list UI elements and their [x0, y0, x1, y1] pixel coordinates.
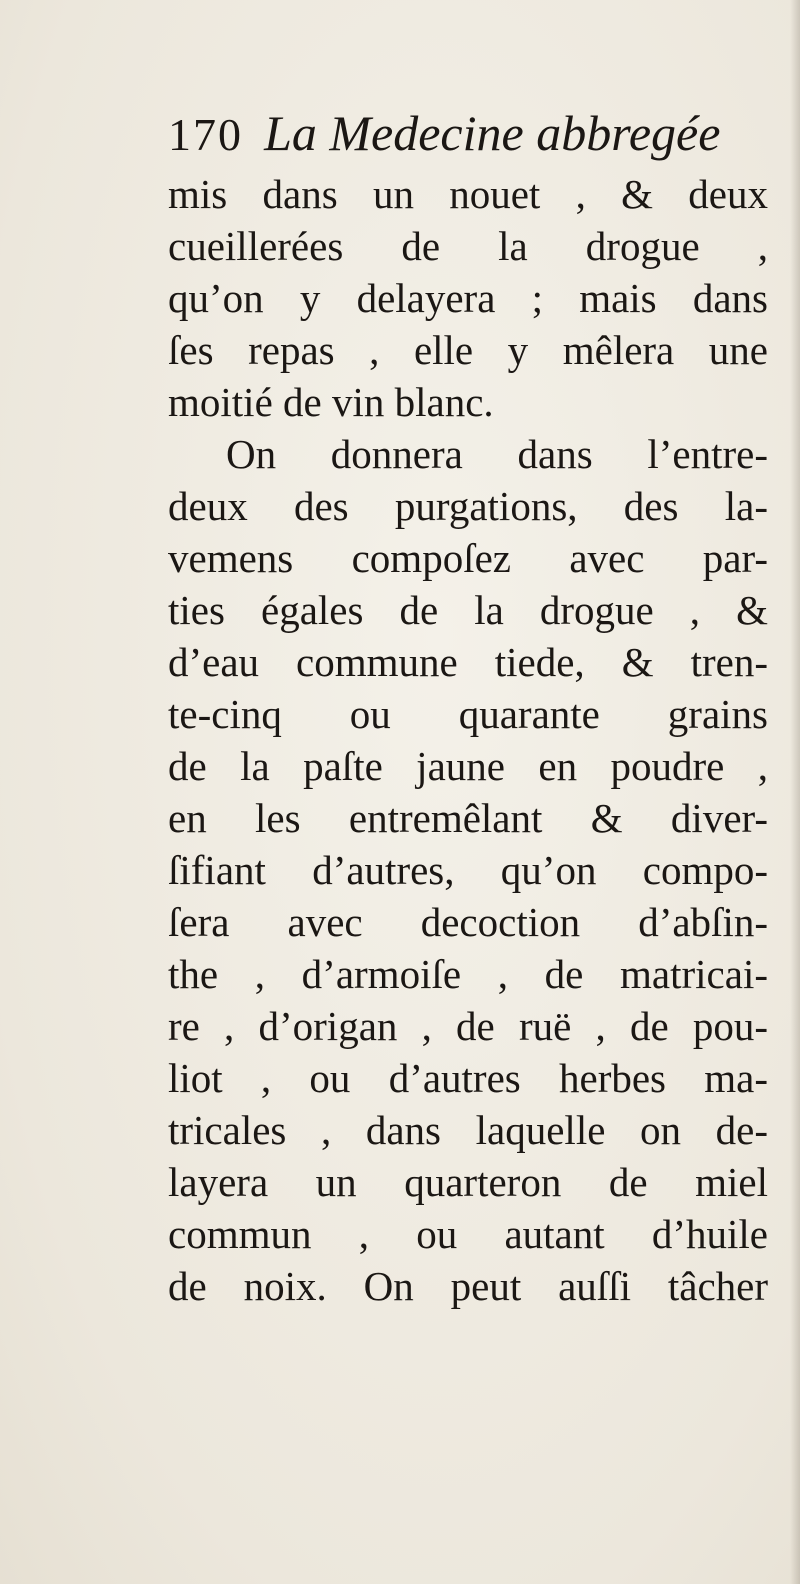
- text-line: ſera avec decoction d’abſin-: [168, 899, 768, 945]
- text-line: de noix. On peut auſſi tâcher: [168, 1263, 768, 1309]
- page-number: 170: [168, 109, 243, 160]
- text-line: cueillerées de la drogue ,: [168, 223, 768, 269]
- text-line: layera un quarteron de miel: [168, 1159, 768, 1205]
- text-line: de la paſte jaune en poudre ,: [168, 743, 768, 789]
- text-line: commun , ou autant d’huile: [168, 1211, 768, 1257]
- body-text: [168, 168, 788, 1312]
- text-line: ſes repas , elle y mêlera une: [168, 327, 768, 373]
- text-line: re , d’origan , de ruë , de pou-: [168, 1003, 768, 1049]
- text-line: deux des purgations, des la-: [168, 483, 768, 529]
- text-line: qu’on y delayera ; mais dans: [168, 275, 768, 321]
- text-line: the , d’armoiſe , de matricai-: [168, 951, 768, 997]
- text-line: liot , ou d’autres herbes ma-: [168, 1055, 768, 1101]
- text-line: d’eau commune tiede, & tren-: [168, 639, 768, 685]
- text-line: en les entremêlant & diver-: [168, 795, 768, 841]
- text-line: moitié de vin blanc.: [168, 379, 494, 425]
- text-line: vemens compoſez avec par-: [168, 535, 768, 581]
- text-line: te-cinq ou quarante grains: [168, 691, 768, 737]
- text-line: tricales , dans laquelle on de-: [168, 1107, 768, 1153]
- running-head: La Medecine abbregée: [264, 105, 721, 161]
- page-header: [168, 104, 768, 164]
- text-line: ties égales de la drogue , &: [168, 587, 768, 633]
- page-edge-shadow: [790, 0, 800, 1584]
- paragraph-start-line: On donnera dans l’entre-: [226, 431, 768, 477]
- text-line: ſifiant d’autres, qu’on compo-: [168, 847, 768, 893]
- text-line: mis dans un nouet , & deux: [168, 171, 768, 217]
